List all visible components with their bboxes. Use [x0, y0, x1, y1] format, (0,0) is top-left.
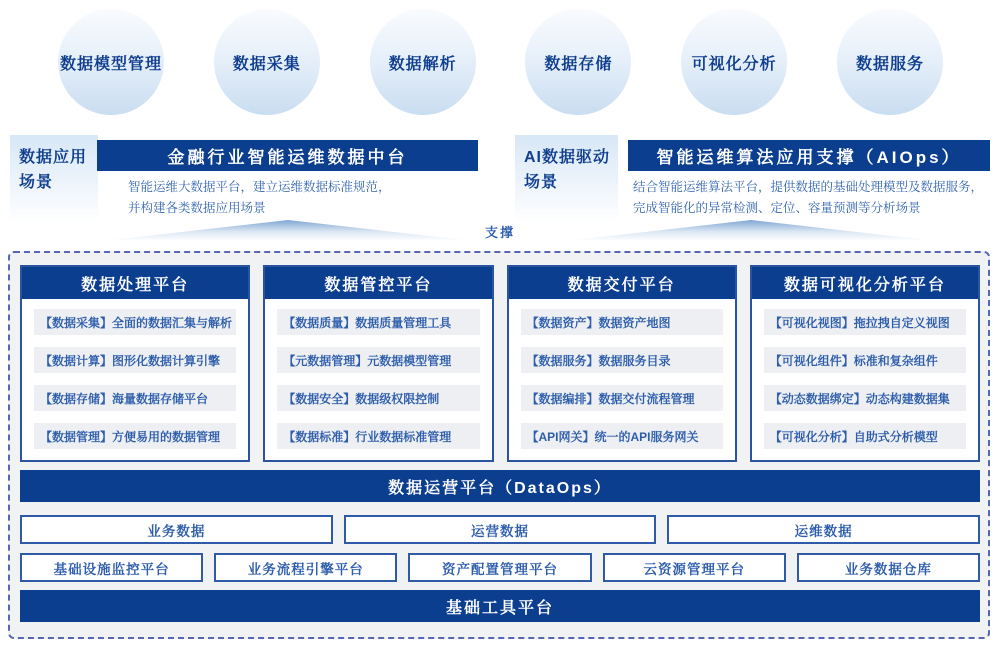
scenario-tag-line: 场景	[524, 174, 559, 191]
base-platform-row	[20, 553, 980, 582]
base-platform-infra-monitoring: 基础设施监控平台	[20, 553, 203, 582]
platform-column-title: 数据管控平台	[265, 267, 491, 299]
dataops-platform-bar: 数据运营平台（DataOps）	[20, 470, 980, 502]
capability-circle-label: 数据服务	[855, 55, 924, 73]
platform-feature-item: 【数据编排】数据交付流程管理	[521, 385, 723, 411]
platform-column-title: 数据交付平台	[509, 267, 735, 299]
platform-feature-item: 【数据计算】图形化数据计算引擎	[34, 347, 236, 373]
capability-circle-data-model	[58, 9, 164, 115]
scenario-description-line: 并构建各类数据应用场景	[128, 201, 266, 215]
scenario-tag-line: 场景	[19, 174, 54, 191]
platform-feature-item: 【数据采集】全面的数据汇集与解析	[34, 309, 236, 335]
scenario-description-left	[128, 177, 391, 219]
platform-column-data-governance	[263, 265, 493, 462]
capability-circle-label: 数据采集	[232, 55, 301, 73]
platform-feature-item: 【可视化组件】标准和复杂组件	[764, 347, 966, 373]
scenario-description-right	[633, 177, 983, 219]
platform-feature-item: 【数据管理】方便易用的数据管理	[34, 423, 236, 449]
platform-column-title: 数据可视化分析平台	[752, 267, 978, 299]
scenario-title-aiops-support: 智能运维算法应用支撑（AIOps）	[628, 140, 990, 171]
platform-feature-item: 【数据安全】数据级权限控制	[277, 385, 479, 411]
platform-feature-item: 【元数据管理】元数据模型管理	[277, 347, 479, 373]
scenario-tag-ai-data-driven	[515, 135, 618, 223]
capability-circle-data-storage	[525, 9, 631, 115]
platform-columns	[20, 265, 980, 462]
data-source-ops: 运维数据	[667, 515, 980, 544]
data-source-row	[20, 515, 980, 544]
platform-column-items	[265, 299, 491, 460]
platform-column-title: 数据处理平台	[22, 267, 248, 299]
base-platform-workflow-engine: 业务流程引擎平台	[214, 553, 397, 582]
platform-feature-item: 【可视化分析】自助式分析模型	[764, 423, 966, 449]
platform-feature-item: 【动态数据绑定】动态构建数据集	[764, 385, 966, 411]
scenario-description-line: 智能运维大数据平台，建立运维数据标准规范，	[128, 180, 391, 194]
scenario-description-line: 结合智能运维算法平台，提供数据的基础处理模型及数据服务，	[633, 180, 984, 194]
platform-feature-item: 【数据资产】数据资产地图	[521, 309, 723, 335]
capability-circle-data-collection	[214, 9, 320, 115]
platform-feature-item: 【数据存储】海量数据存储平台	[34, 385, 236, 411]
scenario-description-line: 完成智能化的异常检测、定位、容量预测等分析场景	[633, 201, 921, 215]
capability-circle-label: 数据存储	[544, 55, 613, 73]
capability-circle-data-service	[837, 9, 943, 115]
base-platform-asset-config: 资产配置管理平台	[408, 553, 591, 582]
platform-column-items	[22, 299, 248, 460]
platform-column-items	[752, 299, 978, 460]
platform-column-data-visualization	[750, 265, 980, 462]
platform-feature-item: 【数据服务】数据服务目录	[521, 347, 723, 373]
base-tools-platform-bar: 基础工具平台	[20, 590, 980, 622]
base-platform-business-warehouse: 业务数据仓库	[797, 553, 980, 582]
capability-circle-visual-analysis	[681, 9, 787, 115]
scenario-title-finance-data-platform: 金融行业智能运维数据中台	[97, 140, 478, 171]
scenario-tag-line: AI数据驱动	[524, 149, 611, 166]
scenario-tag-data-application	[10, 135, 98, 223]
data-source-business: 业务数据	[20, 515, 333, 544]
scenario-tag-line: 数据应用	[19, 149, 88, 166]
platform-column-data-delivery	[507, 265, 737, 462]
support-label: 支撑	[484, 225, 515, 240]
platform-feature-item: 【数据标准】行业数据标准管理	[277, 423, 479, 449]
platform-column-data-processing	[20, 265, 250, 462]
platform-column-items	[509, 299, 735, 460]
data-source-operation: 运营数据	[344, 515, 657, 544]
capability-circle-data-parsing	[370, 9, 476, 115]
capability-circle-label: 可视化分析	[691, 55, 777, 73]
capability-circle-label: 数据解析	[388, 55, 457, 73]
capability-circles-row	[58, 9, 943, 115]
base-platform-cloud-resource: 云资源管理平台	[603, 553, 786, 582]
platform-feature-item: 【数据质量】数据质量管理工具	[277, 309, 479, 335]
platform-feature-item: 【API网关】统一的API服务网关	[521, 423, 723, 449]
capability-circle-label: 数据模型管理	[59, 55, 162, 73]
platform-feature-item: 【可视化视图】拖拉拽自定义视图	[764, 309, 966, 335]
